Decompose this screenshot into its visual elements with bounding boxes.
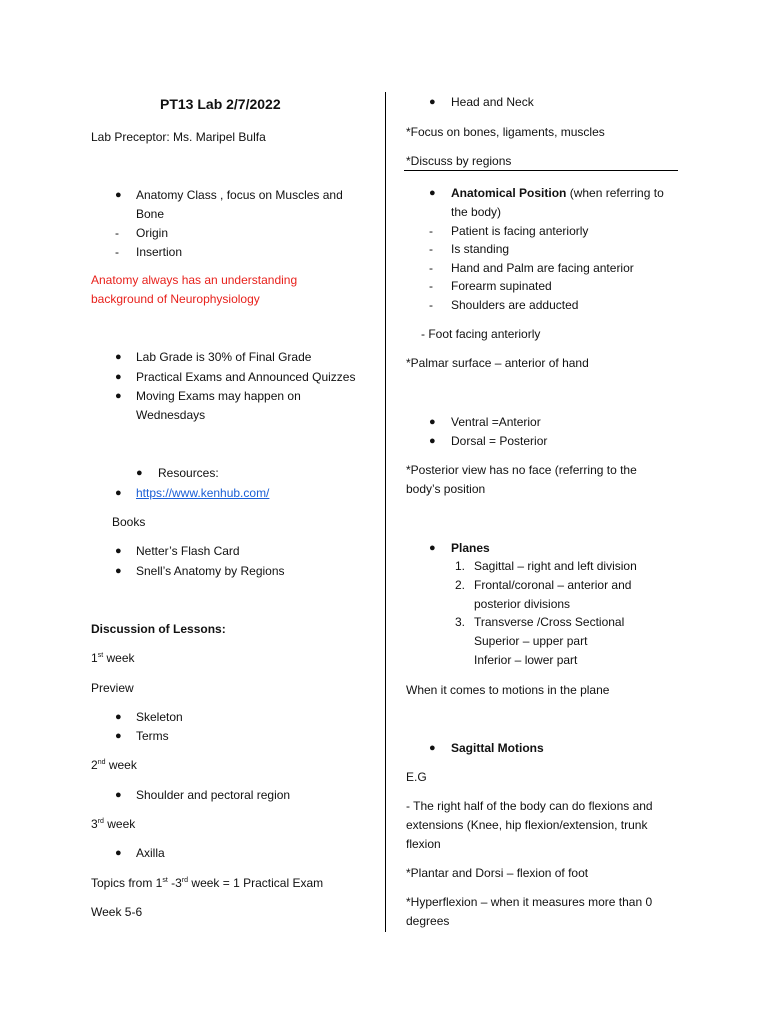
list-item: Transverse /Cross Sectional	[474, 615, 625, 629]
dash-marker: -	[429, 279, 433, 293]
list-item: Insertion	[136, 245, 183, 259]
note: *Plantar and Dorsi – flexion of foot	[406, 866, 589, 880]
list-item: Origin	[136, 226, 169, 240]
bullet-icon: ●	[115, 730, 122, 742]
list-item: Forearm supinated	[451, 279, 552, 293]
list-item: Terms	[136, 729, 169, 743]
bullet-icon: ●	[429, 416, 436, 428]
highlight-note: background of Neurophysiology	[91, 292, 260, 306]
page-title: PT13 Lab 2/7/2022	[160, 96, 281, 112]
discussion-heading: Discussion of Lessons:	[91, 622, 226, 636]
list-item: Head and Neck	[451, 95, 534, 109]
list-item: Lab Grade is 30% of Final Grade	[136, 350, 312, 364]
week-label: 3rd week	[91, 817, 136, 831]
bullet-icon: ●	[115, 371, 122, 383]
column-divider	[385, 92, 386, 932]
list-item: Axilla	[136, 846, 165, 860]
list-item: Sagittal Motions	[451, 741, 544, 755]
topics-summary: Topics from 1st -3rd week = 1 Practical Exam	[91, 876, 324, 890]
dash-marker: -	[429, 298, 433, 312]
list-item: Snell’s Anatomy by Regions	[136, 564, 285, 578]
list-item: Planes	[451, 541, 490, 555]
list-item: Frontal/coronal – anterior and	[474, 578, 632, 592]
dash-marker: -	[429, 224, 433, 238]
note: When it comes to motions in the plane	[406, 683, 610, 697]
section-divider	[404, 170, 678, 171]
lab-preceptor: Lab Preceptor: Ms. Maripel Bulfa	[91, 130, 266, 144]
dash-marker: -	[429, 242, 433, 256]
list-item: Bone	[136, 207, 165, 221]
note: *Hyperflexion – when it measures more than 0	[406, 895, 653, 909]
bullet-icon: ●	[115, 545, 122, 557]
list-item: the body)	[451, 205, 502, 219]
list-item: Anatomical Position (when referring to	[451, 186, 664, 200]
note: flexion	[406, 837, 441, 851]
kenhub-link[interactable]: https://www.kenhub.com/	[136, 486, 270, 500]
note: *Posterior view has no face (referring to the	[406, 463, 637, 477]
note: - Foot facing anteriorly	[421, 327, 541, 341]
list-item: Sagittal – right and left division	[474, 559, 637, 573]
bullet-icon: ●	[429, 435, 436, 447]
list-number: 1.	[455, 559, 466, 573]
note: body’s position	[406, 482, 486, 496]
list-item: Inferior – lower part	[474, 653, 578, 667]
week-label: Week 5-6	[91, 905, 143, 919]
list-item: Patient is facing anteriorly	[451, 224, 589, 238]
bullet-icon: ●	[115, 565, 122, 577]
note: *Discuss by regions	[406, 154, 512, 168]
week-label: 1st week	[91, 651, 135, 665]
bullet-icon: ●	[429, 542, 436, 554]
list-number: 2.	[455, 578, 466, 592]
dash-marker: -	[115, 226, 119, 240]
bullet-icon: ●	[429, 96, 436, 108]
list-number: 3.	[455, 615, 466, 629]
list-item: Shoulder and pectoral region	[136, 788, 291, 802]
list-item: Wednesdays	[136, 408, 206, 422]
bullet-icon: ●	[115, 390, 122, 402]
list-item: Anatomy Class , focus on Muscles and	[136, 188, 343, 202]
bullet-icon: ●	[115, 351, 122, 363]
dash-marker: -	[429, 261, 433, 275]
note: degrees	[406, 914, 450, 928]
note: E.G	[406, 770, 427, 784]
list-item: Dorsal = Posterior	[451, 434, 548, 448]
bullet-icon: ●	[429, 742, 436, 754]
note: *Palmar surface – anterior of hand	[406, 356, 589, 370]
note: - The right half of the body can do flexions and	[406, 799, 653, 813]
list-item: Netter’s Flash Card	[136, 544, 240, 558]
list-item: Ventral =Anterior	[451, 415, 541, 429]
list-item: Skeleton	[136, 710, 183, 724]
bullet-icon: ●	[115, 847, 122, 859]
list-item: Practical Exams and Announced Quizzes	[136, 370, 356, 384]
bullet-icon: ●	[136, 467, 143, 479]
bullet-icon: ●	[115, 711, 122, 723]
bullet-icon: ●	[115, 487, 122, 499]
bullet-icon: ●	[429, 187, 436, 199]
bullet-icon: ●	[115, 789, 122, 801]
list-item: Resources:	[158, 466, 219, 480]
highlight-note: Anatomy always has an understanding	[91, 273, 298, 287]
list-item: Shoulders are adducted	[451, 298, 579, 312]
bullet-icon: ●	[115, 189, 122, 201]
week-label: 2nd week	[91, 758, 137, 772]
list-item: Superior – upper part	[474, 634, 588, 648]
dash-marker: -	[115, 245, 119, 259]
note: *Focus on bones, ligaments, muscles	[406, 125, 605, 139]
books-label: Books	[112, 515, 146, 529]
list-item: Is standing	[451, 242, 510, 256]
list-item: posterior divisions	[474, 597, 571, 611]
list-item: Hand and Palm are facing anterior	[451, 261, 634, 275]
preview-label: Preview	[91, 681, 134, 695]
list-item: Moving Exams may happen on	[136, 389, 301, 403]
note: extensions (Knee, hip flexion/extension, trunk	[406, 818, 648, 832]
